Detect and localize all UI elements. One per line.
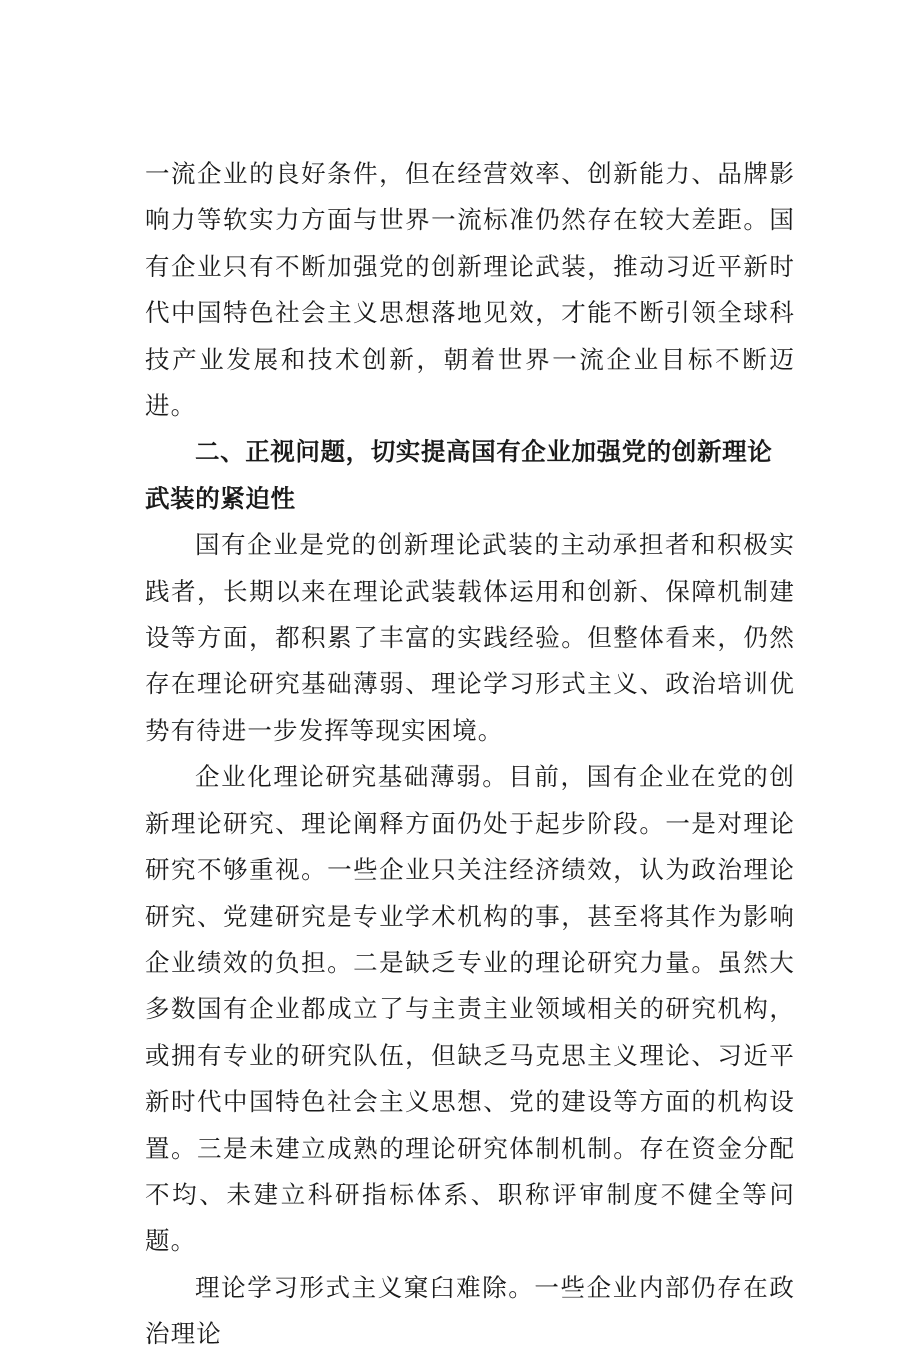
paragraph-intro: 国有企业是党的创新理论武装的主动承担者和积极实践者，长期以来在理论武装载体运用和创新、保障机制建设等方面，都积累了丰富的实践经验。但整体看来，仍然存在理论研究基础薄弱、理论学习形式主义、政治培训优势有待进一步发挥等现实困境。 [145,530,795,745]
paragraph-theory-research: 企业化理论研究基础薄弱。目前，国有企业在党的创新理论研究、理论阐释方面仍处于起步阶段。一是对理论研究不够重视。一些企业只关注经济绩效，认为政治理论研究、党建研究是专业学术机构的事，甚至将其作为影响企业绩效的负担。二是缺乏专业的理论研究力量。虽然大多数国有企业都成立了与主责主业领域相关的研究机构，或拥有专业的研究队伍，但缺乏马克思主义理论、习近平新时代中国特色社会主义思想、党的建设等方面的机构设置。三是未建立成熟的理论研究体制机制。存在资金分配不均、未建立科研指标体系、职称评审制度不健全等问题。 [145,762,795,1256]
document-body [145,151,795,1358]
paragraph-continuation: 一流企业的良好条件，但在经营效率、创新能力、品牌影响力等软实力方面与世界一流标准仍然存在较大差距。国有企业只有不断加强党的创新理论武装，推动习近平新时代中国特色社会主义思想落地见效，才能不断引领全球科技产业发展和技术创新，朝着世界一流企业目标不断迈进。 [145,159,795,421]
section-heading: 二、正视问题，切实提高国有企业加强党的创新理论武装的紧迫性 [145,437,773,513]
paragraph-formalism: 理论学习形式主义窠臼难除。一些企业内部仍存在政治理论 [145,1272,795,1349]
